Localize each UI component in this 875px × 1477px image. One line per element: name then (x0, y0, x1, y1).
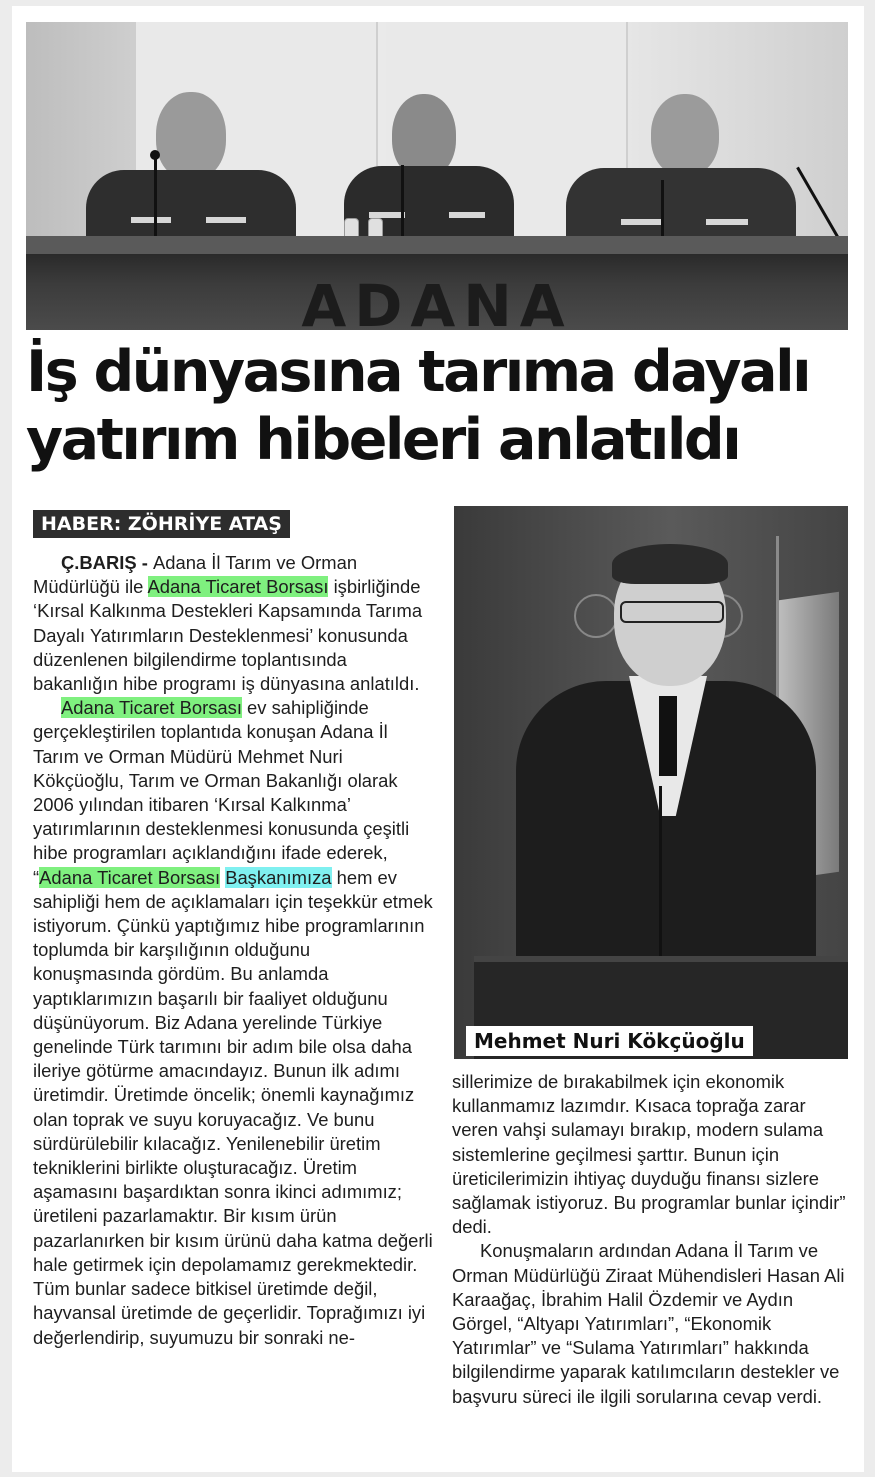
person-head (651, 94, 719, 176)
vest-stripe (206, 217, 246, 223)
paragraph: sillerimize de bırakabilmek için ekonomik kullanmamız lazımdır. Kısaca toprağa zarar veren vahşi sulamayı bırakıp, modern sulama sistemlerine geçilmesi şarttır. Bunun için üreticilerimizin ihtiyaç duyduğu finansı sizlere sağlamak istiyoruz. Bu programlar bunlar içindir” dedi. (452, 1071, 846, 1238)
paragraph (33, 551, 433, 696)
article-column-1 (33, 551, 433, 1350)
vest-stripe (449, 212, 485, 218)
vest-stripe (131, 217, 171, 223)
portrait-photo (454, 506, 848, 1059)
byline: HABER: ZÖHRİYE ATAŞ (33, 510, 290, 538)
microphone (401, 165, 404, 243)
microphone-head (150, 150, 160, 160)
highlight: Adana Ticaret Borsası (39, 866, 221, 888)
dateline: Ç.BARIŞ - (61, 552, 153, 573)
highlight: Adana Ticaret Borsası (61, 697, 242, 719)
headline-line-1: İş dünyasına tarıma dayalı (26, 339, 810, 405)
paragraph (33, 696, 433, 1349)
vest-stripe (706, 219, 748, 225)
text: Adana İl Tarım ve Orman Müdürlüğü ile (33, 552, 358, 598)
headline-line-2: yatırım hibeleri anlatıldı (26, 407, 740, 473)
text: ev sahipliğinde gerçekleştirilen toplantıda konuşan Adana İl Tarım ve Orman Müdürü Mehmet Nuri Kökçüoğlu, Tarım ve Orman Bakanlığı olarak 2006 yılından itibaren ‘Kırsal Kalkınma’ yatırımlarının desteklenmesi konusunda çeşitli hibe programları açıklandığını ifade ederek, “ (33, 697, 410, 888)
glasses (620, 601, 724, 623)
microphone (154, 157, 157, 242)
vest-stripe (621, 219, 663, 225)
highlight: Başkanımıza (225, 866, 332, 888)
headline (26, 338, 856, 474)
text: hem ev sahipliği hem de açıklamaları için teşekkür etmek istiyorum. Çünkü yaptığımız hibe programlarının toplumda bir karşılığının olduğunu konuşmasında gördüm. Bu anlamda yaptıklarımızın başarılı bir faaliyet olduğunu düşünüyorum. Biz Adana yerelinde Türkiye genelinde Türk tarımını bir adım bile olsa daha ileriye götürme amacındayız. Bunun ilk adımı üretimdir. Üretimde öncelik; önemli kaynağımız olan toprak ve suyu koruyacağız. Ve bunu sürdürülebilir kılacağız. Yenilenebilir üretim tekniklerini birlikte oluşturacağız. Üretim aşamasını başardıktan sonra ikinci adımımız; üretileni pazarlamaktır. Bir kısım ürün pazarlanırken bir kısım ürünü daha katma değerli hale getirmek için depolamamız gerekmektedir. Tüm bunlar sadece bitkisel üretimde değil, hayvansal üretimde de geçerlidir. Toprağımızı iyi değerlendirip, suyumuzu bir sonraki ne- (33, 866, 433, 1348)
photo-caption: Mehmet Nuri Kökçüoğlu (466, 1026, 753, 1056)
highlight: Adana Ticaret Borsası (147, 576, 329, 598)
tie (659, 696, 677, 776)
paragraph: Konuşmaların ardından Adana İl Tarım ve Orman Müdürlüğü Ziraat Mühendisleri Hasan Ali Karaağaç, İbrahim Halil Özdemir ve Aydın Görgel, “Altyapı Yatırımları”, “Ekonomik Yatırımlar” ve “Sulama Yatırımları” hakkında bilgilendirme yaparak katılımcıların destekler ve başvuru süreci ile ilgili sorularına cevap verdi. (452, 1240, 845, 1407)
wall-emblem (574, 594, 618, 638)
panel-photo (26, 22, 848, 330)
text: işbirliğinde ‘Kırsal Kalkınma Destekleri Kapsamında Tarıma Dayalı Yatırımların Desteklenmesi’ konusunda düzenlenen bilgilendirme toplantısında bakanlığın hibe programı iş dünyasına anlatıldı. (33, 576, 423, 695)
adana-sign: ADANA (301, 272, 573, 330)
article-column-2 (452, 1070, 848, 1409)
person-head (156, 92, 226, 180)
microphone (661, 180, 664, 242)
portrait-hair (612, 544, 728, 584)
